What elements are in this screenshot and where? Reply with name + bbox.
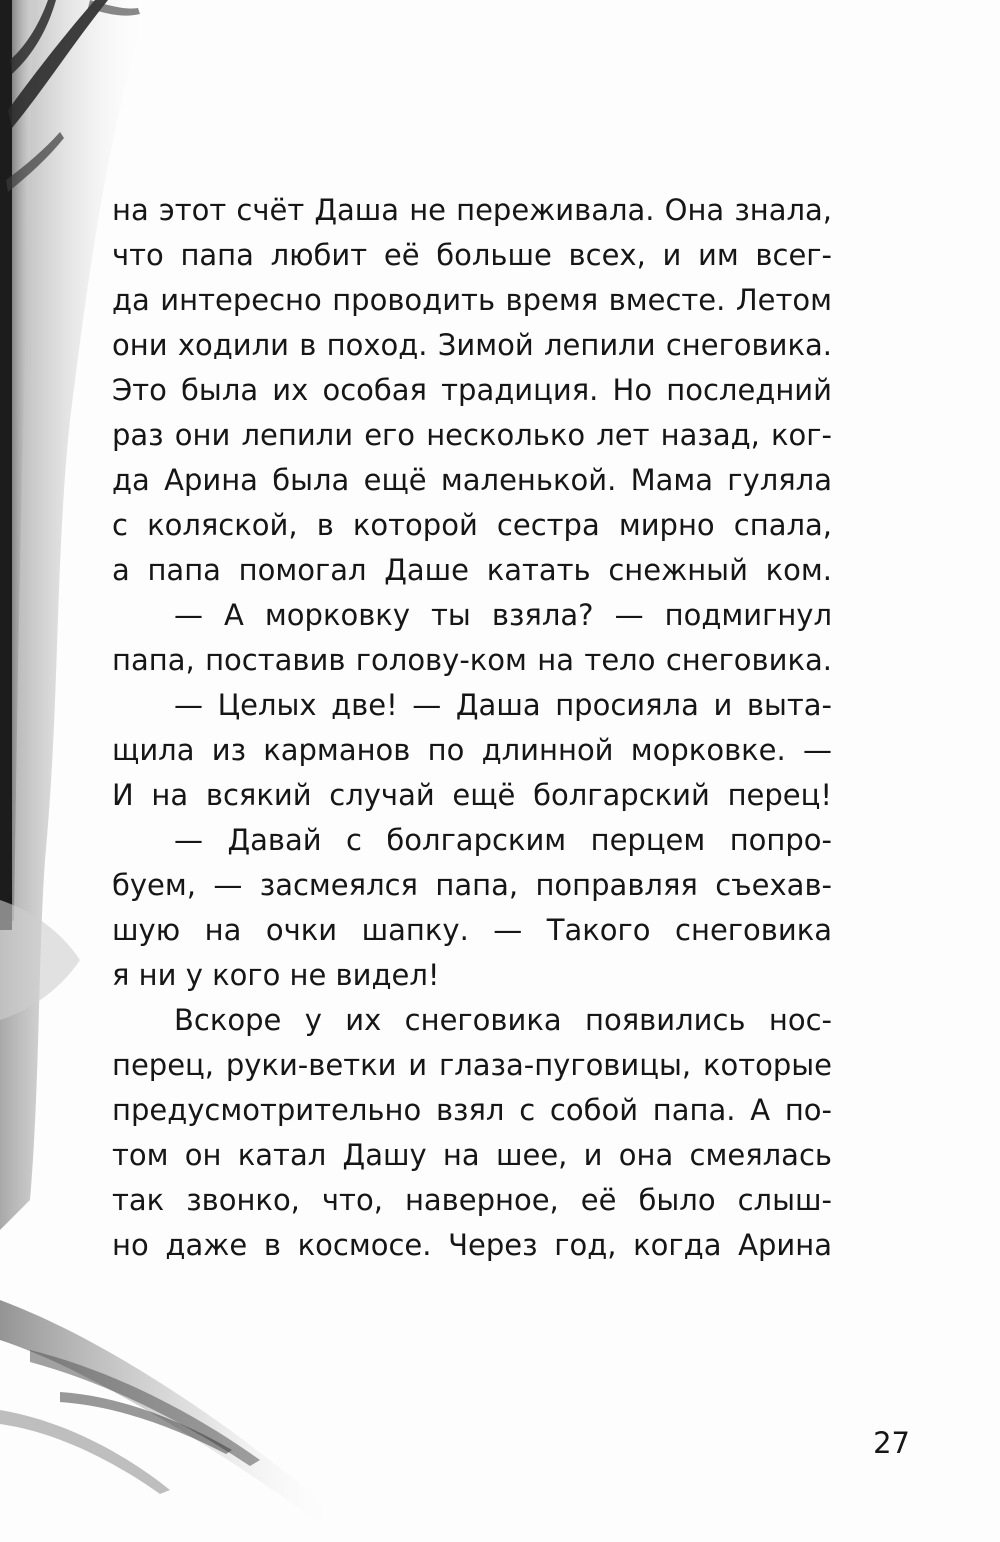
- text-line: а папа помогал Даше катать снежный ком.: [112, 553, 832, 587]
- text-line: шую на очки шапку. — Такого снеговика: [112, 913, 832, 947]
- text-line: перец, руки-ветки и глаза-пуговицы, которые: [112, 1048, 832, 1082]
- text-line: да интересно проводить время вместе. Летом: [112, 283, 832, 317]
- text-line: с коляской, в которой сестра мирно спала,: [112, 508, 832, 542]
- text-line: раз они лепили его несколько лет назад, ког-: [112, 418, 832, 452]
- text-line: что папа любит её больше всех, и им всег-: [112, 238, 832, 272]
- text-line: Вскоре у их снеговика появились нос-: [174, 1003, 832, 1037]
- text-line: щила из карманов по длинной морковке. —: [112, 733, 832, 767]
- text-line: но даже в космосе. Через год, когда Арина: [112, 1228, 832, 1262]
- text-line: И на всякий случай ещё болгарский перец!: [112, 778, 832, 812]
- text-line: я ни у кого не видел!: [112, 958, 440, 992]
- text-line: да Арина была ещё маленькой. Мама гуляла: [112, 463, 832, 497]
- text-line: — Давай с болгарским перцем попро-: [174, 823, 832, 857]
- text-line: на этот счёт Даша не переживала. Она знала,: [112, 193, 832, 227]
- text-line: буем, — засмеялся папа, поправляя съехав-: [112, 868, 832, 902]
- text-line: так звонко, что, наверное, её было слыш-: [112, 1183, 832, 1217]
- text-line: предусмотрительно взял с собой папа. А по-: [112, 1093, 832, 1127]
- text-line: — А морковку ты взяла? — подмигнул: [174, 598, 832, 632]
- page-number: 27: [873, 1426, 910, 1460]
- text-line: папа, поставив голову-ком на тело снеговика.: [112, 643, 832, 677]
- text-line: — Целых две! — Даша просияла и выта-: [174, 688, 832, 722]
- text-line: Это была их особая традиция. Но последний: [112, 373, 832, 407]
- text-line: том он катал Дашу на шее, и она смеялась: [112, 1138, 832, 1172]
- text-line: они ходили в поход. Зимой лепили снеговика.: [112, 328, 832, 362]
- story-text: [112, 188, 832, 1268]
